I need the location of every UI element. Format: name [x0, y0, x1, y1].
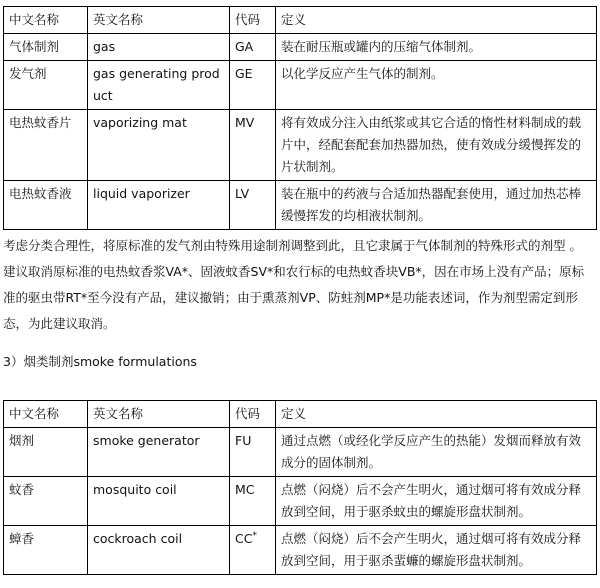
cell-english-name: cockroach coil	[88, 526, 230, 575]
cell-code: LV	[230, 181, 276, 230]
cell-definition: 装在耐压瓶或罐内的压缩气体制剂。	[276, 34, 597, 61]
header-chinese-name: 中文名称	[4, 401, 88, 428]
cell-code: MV	[230, 110, 276, 181]
cell-english-name: liquid vaporizer	[88, 181, 230, 230]
header-definition: 定义	[276, 401, 597, 428]
code-text: MC	[235, 482, 255, 497]
code-text: FU	[235, 433, 252, 448]
cell-english-name: vaporizing mat	[88, 110, 230, 181]
cell-english-name: smoke generator	[88, 428, 230, 477]
table-row	[4, 61, 597, 110]
cell-definition: 以化学反应产生气体的制剂。	[276, 61, 597, 110]
header-code: 代码	[230, 401, 276, 428]
cell-chinese-name: 蚊香	[4, 477, 88, 526]
formulation-table-gas	[3, 6, 597, 230]
cell-english-name: gas generating product	[88, 61, 230, 110]
cell-chinese-name: 烟剂	[4, 428, 88, 477]
cell-code	[230, 477, 276, 526]
cell-code: GE	[230, 61, 276, 110]
header-english-name: 英文名称	[88, 401, 230, 428]
table-row	[4, 110, 597, 181]
table-header-row	[4, 7, 597, 34]
cell-code	[230, 526, 276, 575]
cell-definition: 装在瓶中的药液与合适加热器配套使用，通过加热芯棒缓慢挥发的均相液状制剂。	[276, 181, 597, 230]
table-row	[4, 181, 597, 230]
table-row	[4, 477, 597, 526]
code-text: CC	[235, 531, 253, 546]
cell-chinese-name: 电热蚊香液	[4, 181, 88, 230]
table-row	[4, 34, 597, 61]
cell-chinese-name: 蟑香	[4, 526, 88, 575]
header-definition: 定义	[276, 7, 597, 34]
cell-code	[230, 428, 276, 477]
formulation-table-smoke	[3, 400, 597, 575]
cell-chinese-name: 电热蚊香片	[4, 110, 88, 181]
rationale-paragraph: 考虑分类合理性，将原标准的发气剂由特殊用途制剂调整到此，且它隶属于气体制剂的特殊形式的剂型 。建议取消原标准的电热蚊香浆VA*、固液蚊香SV*和农行标的电热蚊香块VB*，因在市场上没有产品；原标准的驱虫带RT*至今没有产品，建议撤销；由于熏蒸剂VP、防蛀剂MP*是功能表述词，作为剂型需定到形态，为此建议取消。	[3, 238, 585, 331]
section-heading: 3）烟类制剂smoke formulations	[3, 354, 197, 369]
cell-code: GA	[230, 34, 276, 61]
cell-chinese-name: 气体制剂	[4, 34, 88, 61]
cell-definition: 点燃（闷烧）后不会产生明火，通过烟可将有效成分释放到空间，用于驱杀蜚蠊的螺旋形盘状制剂。	[276, 526, 597, 575]
cell-definition: 将有效成分注入由纸浆或其它合适的惰性材料制成的载片中，经配套配套加热器加热，使有效成分缓慢挥发的片状制剂。	[276, 110, 597, 181]
table-header-row	[4, 401, 597, 428]
table-row	[4, 526, 597, 575]
header-chinese-name: 中文名称	[4, 7, 88, 34]
cell-english-name: mosquito coil	[88, 477, 230, 526]
header-english-name: 英文名称	[88, 7, 230, 34]
table-row	[4, 428, 597, 477]
cell-definition: 点燃（闷烧）后不会产生明火，通过烟可将有效成分释放到空间，用于驱杀蚊虫的螺旋形盘状制剂。	[276, 477, 597, 526]
cell-chinese-name: 发气剂	[4, 61, 88, 110]
code-footnote-mark: *	[252, 530, 257, 541]
cell-english-name: gas	[88, 34, 230, 61]
cell-definition: 通过点燃（或经化学反应产生的热能）发烟而释放有效成分的固体制剂。	[276, 428, 597, 477]
header-code: 代码	[230, 7, 276, 34]
